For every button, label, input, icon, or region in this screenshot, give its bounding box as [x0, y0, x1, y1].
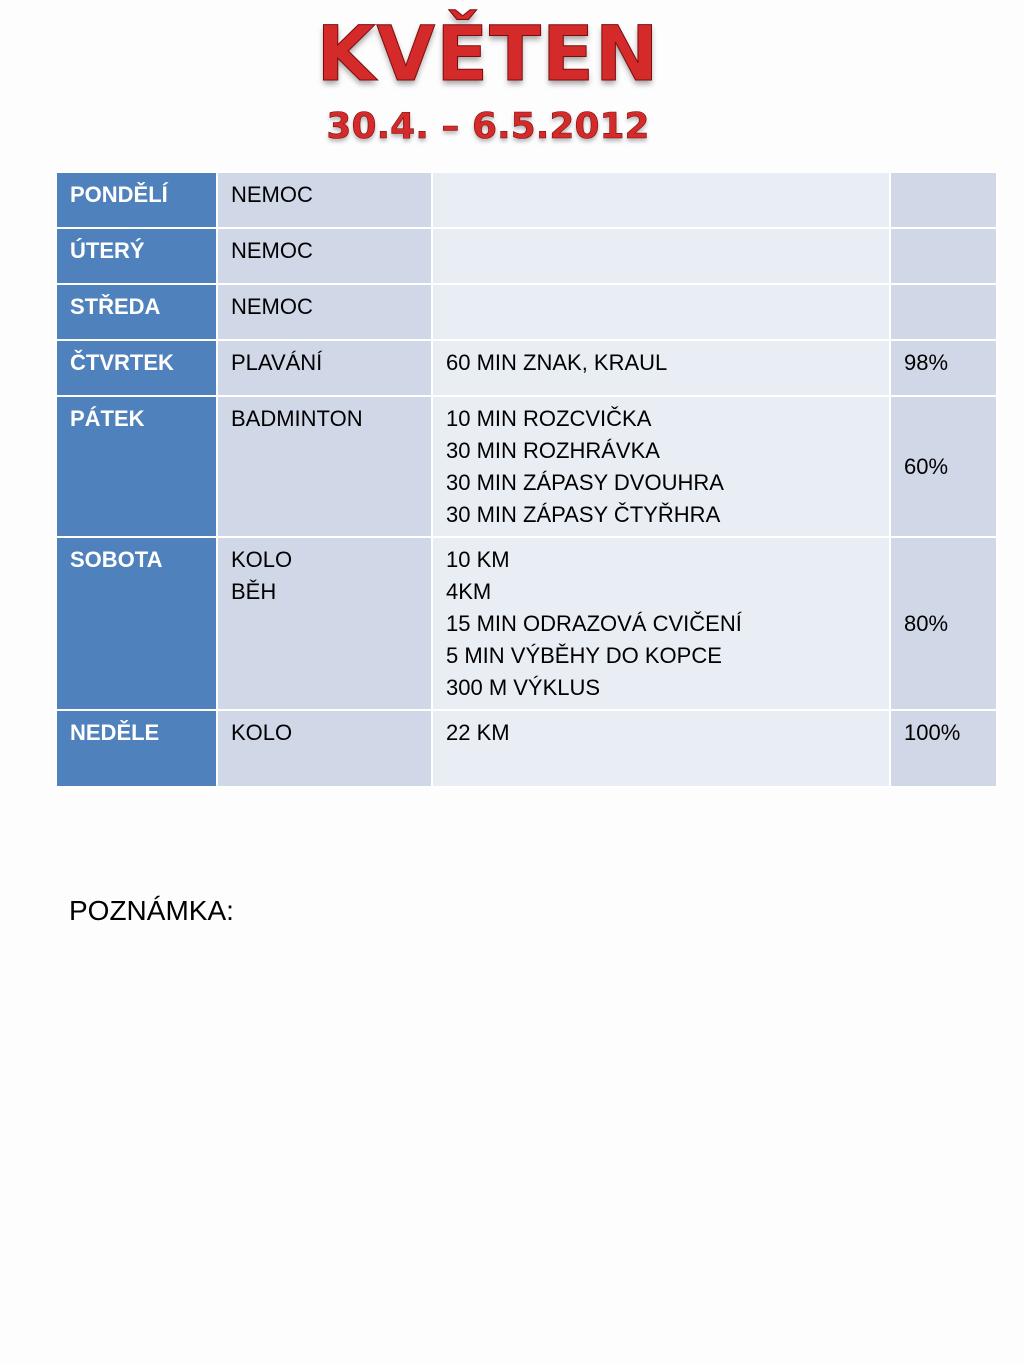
- detail-line: 10 MIN ROZCVIČKA: [446, 406, 652, 431]
- activity-line: NEMOC: [231, 182, 313, 207]
- details-cell: [432, 172, 890, 228]
- activity-line: KOLO: [231, 547, 293, 572]
- detail-line: 15 MIN ODRAZOVÁ CVIČENÍ: [446, 611, 742, 636]
- day-cell: ÚTERÝ: [56, 228, 217, 284]
- score-cell: [890, 284, 997, 340]
- activity-line: NEMOC: [231, 238, 313, 263]
- score-cell: [890, 172, 997, 228]
- details-cell: [432, 340, 890, 396]
- day-cell: STŘEDA: [56, 284, 217, 340]
- page-title: KVĚTEN: [316, 9, 660, 98]
- activity-cell: [217, 172, 432, 228]
- day-cell: ČTVRTEK: [56, 340, 217, 396]
- activity-line: BĚH: [231, 579, 277, 604]
- detail-line: 60 MIN ZNAK, KRAUL: [446, 350, 668, 375]
- day-cell: NEDĚLE: [56, 710, 217, 787]
- detail-line: 30 MIN ROZHRÁVKA: [446, 438, 660, 463]
- note-label: POZNÁMKA:: [69, 895, 234, 926]
- day-cell: PONDĚLÍ: [56, 172, 217, 228]
- activity-cell: [217, 340, 432, 396]
- score-cell: 100%: [890, 710, 997, 787]
- activity-line: NEMOC: [231, 294, 313, 319]
- day-cell: PÁTEK: [56, 396, 217, 537]
- table-row: [56, 172, 997, 228]
- detail-line: 300 M VÝKLUS: [446, 675, 601, 700]
- details-cell: [432, 284, 890, 340]
- activity-cell: [217, 537, 432, 710]
- table-row: [56, 228, 997, 284]
- detail-line: 4KM: [446, 579, 492, 604]
- table-row: [56, 284, 997, 340]
- table-row: [56, 396, 997, 537]
- activity-line: PLAVÁNÍ: [231, 350, 323, 375]
- detail-line: 22 KM: [446, 720, 510, 745]
- score-cell: 98%: [890, 340, 997, 396]
- activity-cell: [217, 710, 432, 787]
- activity-cell: [217, 284, 432, 340]
- score-cell: 80%: [890, 537, 997, 710]
- activity-line: KOLO: [231, 720, 293, 745]
- day-cell: SOBOTA: [56, 537, 217, 710]
- table-row: [56, 537, 997, 710]
- activity-line: BADMINTON: [231, 406, 363, 431]
- table-row: [56, 340, 997, 396]
- detail-line: 5 MIN VÝBĚHY DO KOPCE: [446, 643, 722, 668]
- details-cell: [432, 537, 890, 710]
- detail-line: 30 MIN ZÁPASY ČTYŘHRA: [446, 502, 721, 527]
- detail-line: 10 KM: [446, 547, 510, 572]
- detail-line: 30 MIN ZÁPASY DVOUHRA: [446, 470, 724, 495]
- score-cell: 60%: [890, 396, 997, 537]
- activity-cell: [217, 396, 432, 537]
- training-schedule-table: [55, 171, 998, 788]
- activity-cell: [217, 228, 432, 284]
- score-cell: [890, 228, 997, 284]
- details-cell: [432, 228, 890, 284]
- date-range: 30.4. – 6.5.2012: [326, 106, 650, 147]
- table-row: [56, 710, 997, 787]
- details-cell: [432, 710, 890, 787]
- details-cell: [432, 396, 890, 537]
